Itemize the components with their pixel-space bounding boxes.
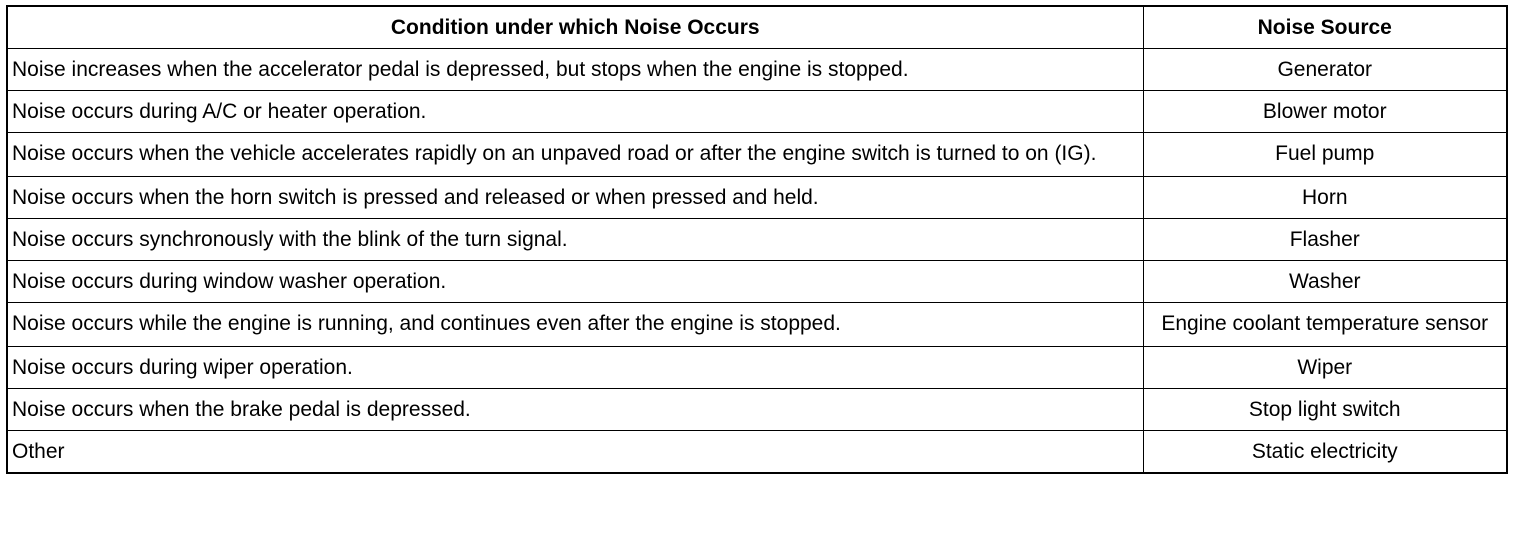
noise-source-table [6, 5, 1508, 474]
noise-source-cell: Wiper [1143, 347, 1507, 389]
table-row [7, 177, 1507, 219]
table-row [7, 347, 1507, 389]
table-row [7, 303, 1507, 347]
noise-source-cell: Blower motor [1143, 91, 1507, 133]
noise-source-cell: Generator [1143, 49, 1507, 91]
noise-source-cell: Flasher [1143, 219, 1507, 261]
condition-cell: Noise occurs during wiper operation. [7, 347, 1143, 389]
noise-source-cell: Static electricity [1143, 431, 1507, 474]
table-row [7, 219, 1507, 261]
noise-source-cell: Horn [1143, 177, 1507, 219]
condition-cell: Noise occurs synchronously with the blink of the turn signal. [7, 219, 1143, 261]
condition-cell: Noise occurs during window washer operation. [7, 261, 1143, 303]
noise-source-cell: Engine coolant temperature sensor [1143, 303, 1507, 347]
condition-cell: Noise occurs when the horn switch is pressed and released or when pressed and held. [7, 177, 1143, 219]
table-row [7, 261, 1507, 303]
noise-source-table-wrapper [6, 5, 1506, 474]
table-row [7, 49, 1507, 91]
noise-source-cell: Washer [1143, 261, 1507, 303]
noise-source-column-header: Noise Source [1143, 6, 1507, 49]
table-row [7, 91, 1507, 133]
condition-cell: Noise occurs during A/C or heater operation. [7, 91, 1143, 133]
noise-source-cell: Fuel pump [1143, 133, 1507, 177]
condition-cell: Other [7, 431, 1143, 474]
table-header-row [7, 6, 1507, 49]
table-row [7, 431, 1507, 474]
condition-cell: Noise increases when the accelerator pedal is depressed, but stops when the engine is stopped. [7, 49, 1143, 91]
condition-cell: Noise occurs while the engine is running, and continues even after the engine is stopped. [7, 303, 1143, 347]
noise-source-cell: Stop light switch [1143, 389, 1507, 431]
table-row [7, 389, 1507, 431]
condition-column-header: Condition under which Noise Occurs [7, 6, 1143, 49]
condition-cell: Noise occurs when the vehicle accelerates rapidly on an unpaved road or after the engine switch is turned to on (IG). [7, 133, 1143, 177]
condition-cell: Noise occurs when the brake pedal is depressed. [7, 389, 1143, 431]
table-row [7, 133, 1507, 177]
